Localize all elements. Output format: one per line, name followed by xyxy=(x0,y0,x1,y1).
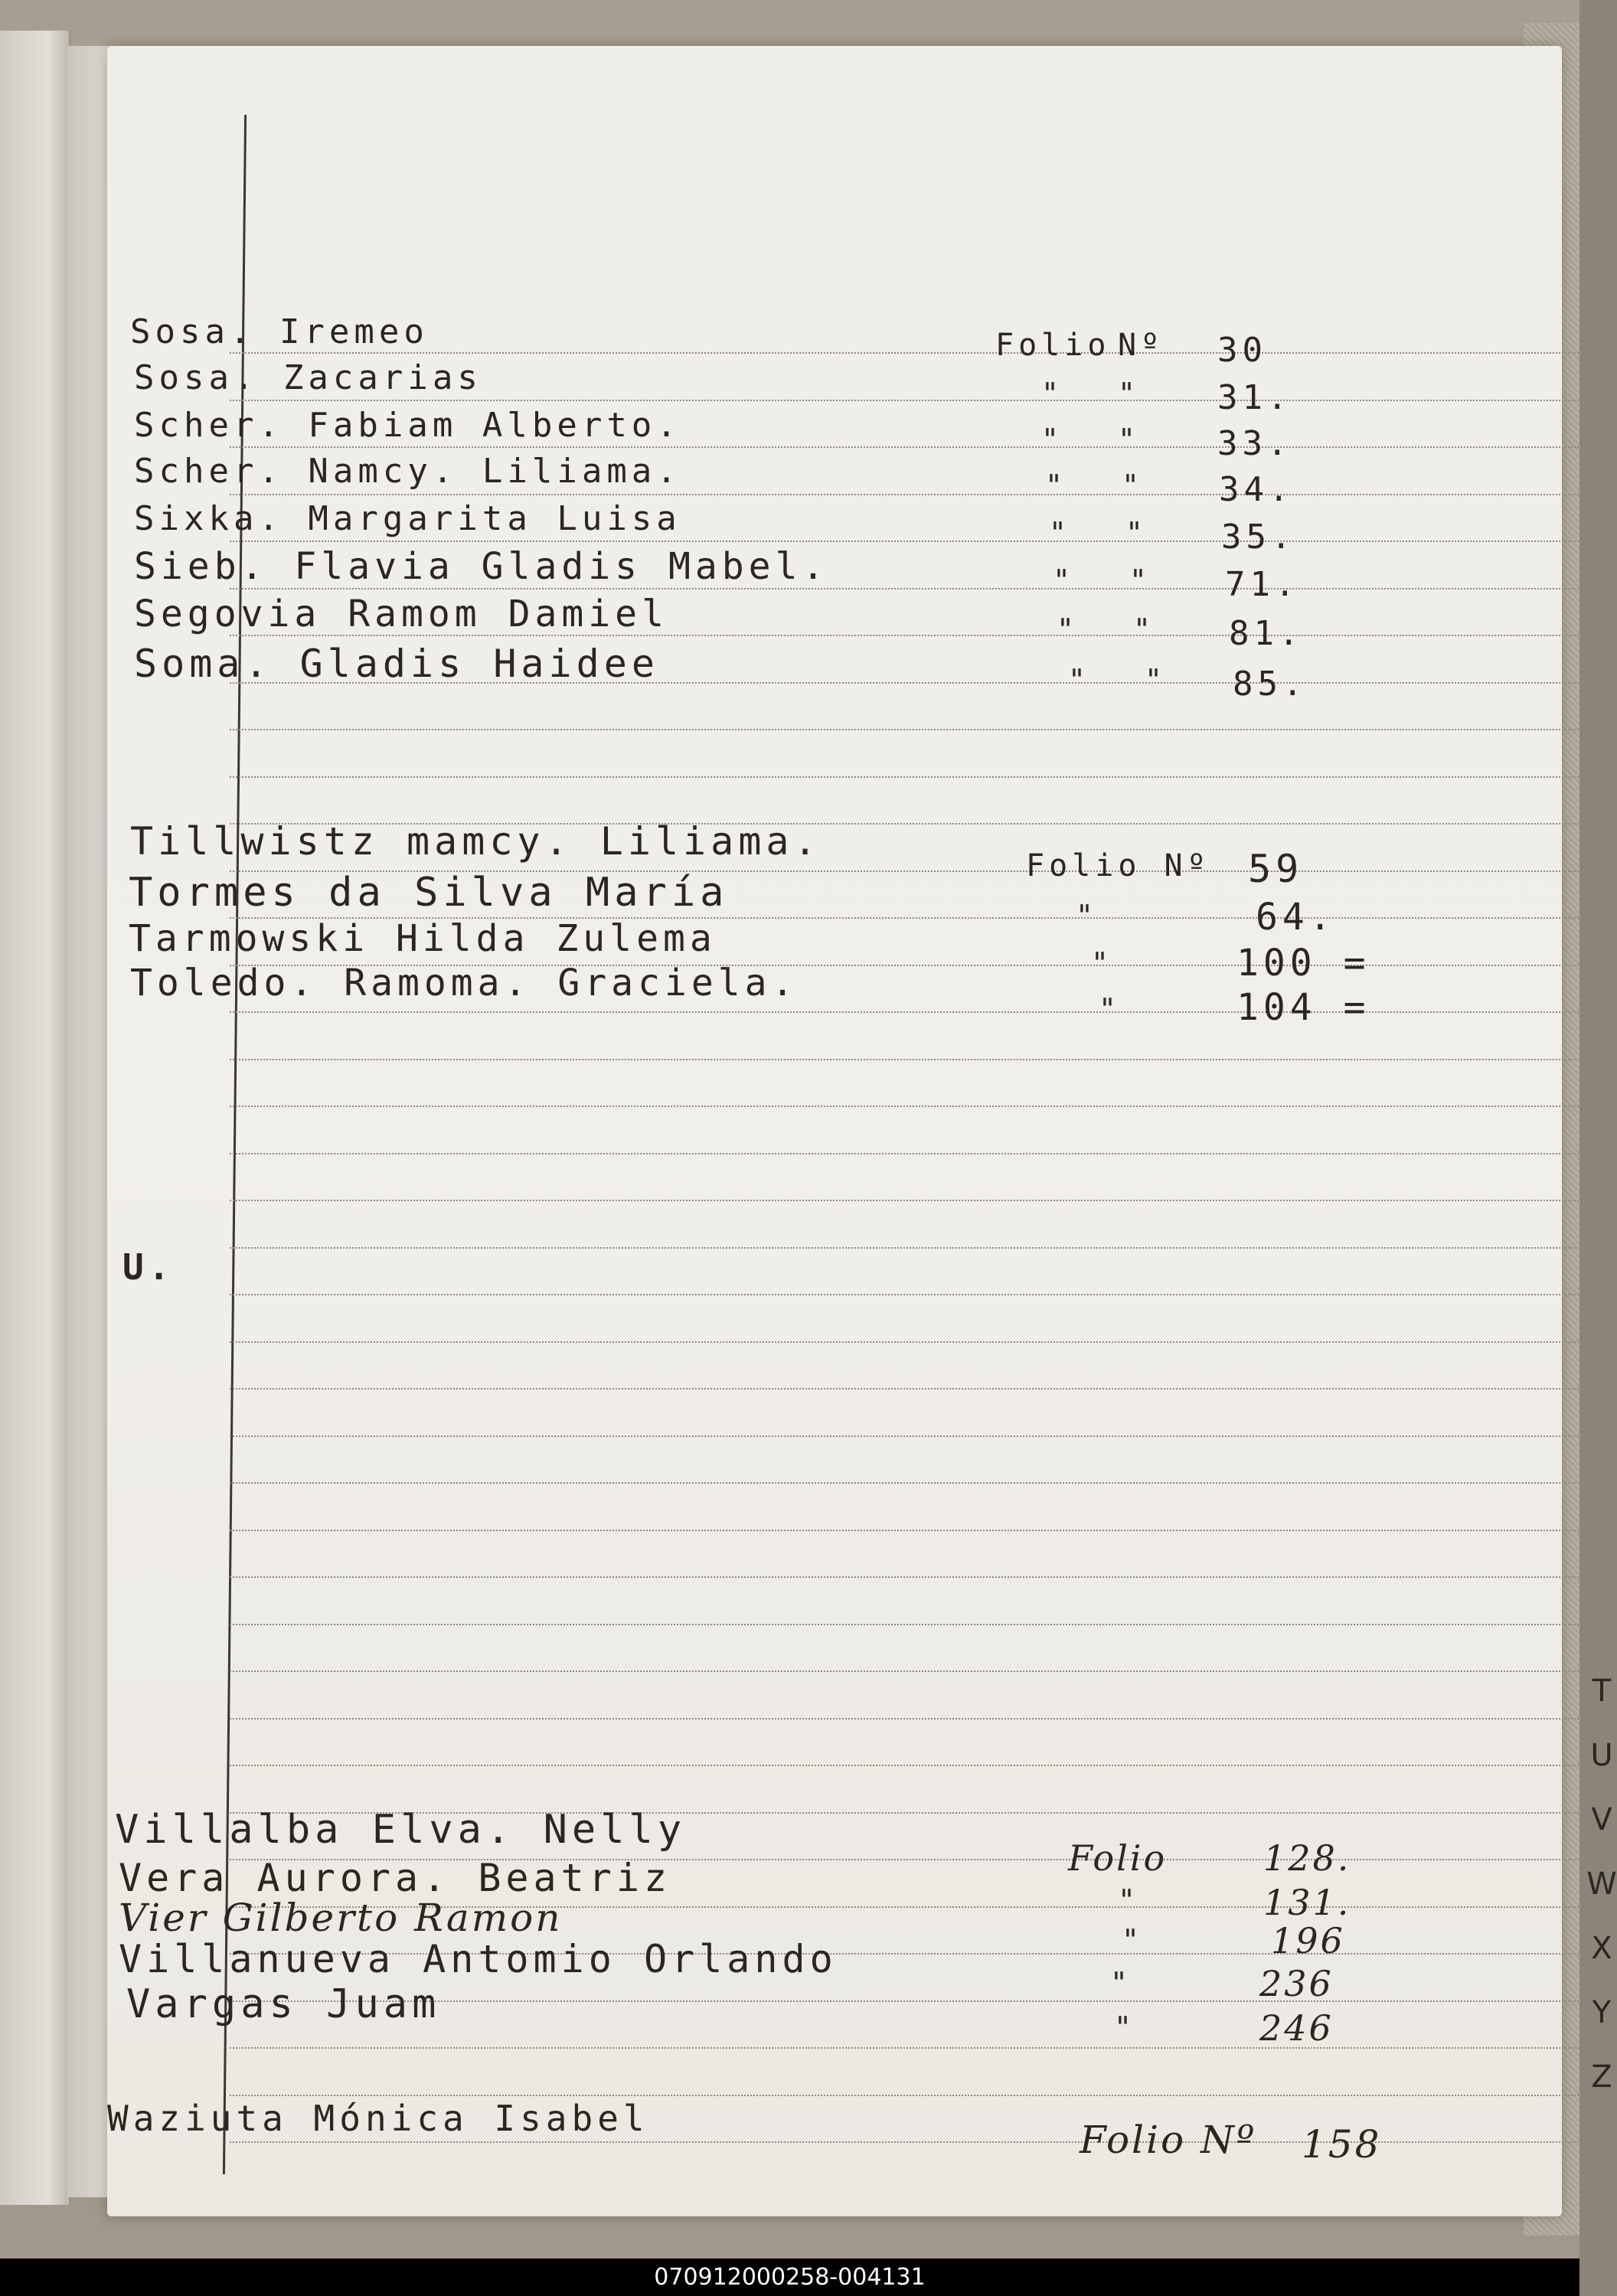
ruled-line xyxy=(230,1624,1600,1625)
entry-folio-number: 100 = xyxy=(1236,942,1370,985)
ruled-line xyxy=(230,1388,1600,1390)
entry-name: Scher. Namcy. Liliama. xyxy=(134,452,681,491)
ruled-line xyxy=(230,1765,1600,1766)
ruled-line xyxy=(230,2095,1600,2096)
entry-folio-mark: " xyxy=(1133,612,1155,646)
entry-folio-number: 30 xyxy=(1217,331,1267,370)
entry-folio-mark: " xyxy=(1041,423,1063,456)
entry-folio-mark: " xyxy=(1076,899,1098,932)
entry-name: Toledo. Ramoma. Graciela. xyxy=(130,962,799,1004)
entry-folio-number: 104 = xyxy=(1236,986,1370,1029)
ruled-line xyxy=(230,1294,1600,1295)
ruled-line xyxy=(230,1435,1600,1437)
entry-folio-number: 34. xyxy=(1219,470,1294,509)
ruled-line xyxy=(230,1718,1600,1720)
ruled-line xyxy=(230,1059,1600,1060)
entry-name: Sixka. Margarita Luisa xyxy=(134,499,681,538)
entry-name: Vier Gilberto Ramon xyxy=(119,1896,563,1940)
index-tab-x[interactable]: X xyxy=(1591,1931,1612,1966)
ruled-line xyxy=(230,1482,1600,1484)
entry-name: Waziuta Mónica Isabel xyxy=(107,2098,649,2139)
entry-folio-mark: " xyxy=(1118,377,1140,410)
entry-folio-mark: " xyxy=(1122,1923,1144,1957)
ruled-line xyxy=(230,2141,1600,2143)
entry-folio-mark: " xyxy=(1099,992,1121,1026)
entry-folio-number: 35. xyxy=(1221,518,1296,557)
entry-folio-mark: " xyxy=(1122,469,1144,502)
index-tab-v[interactable]: V xyxy=(1591,1802,1612,1837)
ruled-line xyxy=(230,1530,1600,1531)
ruled-line xyxy=(230,541,1600,542)
entry-name: Soma. Gladis Haidee xyxy=(134,642,659,686)
ruled-line xyxy=(230,1011,1600,1013)
ruled-line xyxy=(230,400,1600,401)
entry-folio-number: 128. xyxy=(1263,1837,1351,1879)
ruled-line xyxy=(230,1576,1600,1578)
ruled-line xyxy=(230,1247,1600,1249)
entry-folio-number: 131. xyxy=(1263,1882,1351,1923)
entry-folio-mark: " xyxy=(1145,663,1167,697)
entry-name: Sosa. Iremeo xyxy=(130,312,429,351)
entry-name: Scher. Fabiam Alberto. xyxy=(134,406,681,445)
entry-folio-mark: " xyxy=(1118,423,1140,456)
entry-folio-number: 246 xyxy=(1259,2007,1334,2049)
index-tab-u[interactable]: U xyxy=(1590,1738,1613,1773)
notebook-spine xyxy=(67,46,113,2197)
entry-name: Vargas Juam xyxy=(126,1981,441,2027)
entry-name: Sieb. Flavia Gladis Mabel. xyxy=(134,545,829,588)
index-tab-t[interactable]: T xyxy=(1592,1674,1612,1709)
ledger-page xyxy=(107,46,1617,2216)
ruled-line xyxy=(230,588,1600,590)
entry-folio-mark: " xyxy=(1045,469,1067,502)
entry-folio-number: 31. xyxy=(1217,378,1292,417)
entry-folio-number: 236 xyxy=(1259,1963,1334,2004)
entry-folio-number: 158 xyxy=(1302,2122,1382,2167)
section-letter: U. xyxy=(122,1246,175,1288)
entry-name: Tarmowski Hilda Zulema xyxy=(129,917,717,960)
ruled-line xyxy=(230,1106,1600,1107)
ruled-line xyxy=(230,1341,1600,1343)
entry-folio-mark: " xyxy=(1091,946,1113,980)
ruled-line xyxy=(230,446,1600,448)
ruled-line xyxy=(230,352,1600,354)
entry-folio-mark: " xyxy=(1125,516,1148,550)
entry-folio-number: 85. xyxy=(1233,665,1308,704)
entry-folio-number: 33. xyxy=(1217,424,1292,463)
ruled-line xyxy=(230,1153,1600,1155)
entry-folio-mark: Folio xyxy=(995,328,1111,363)
document-id: 070912000258-004131 xyxy=(654,2264,926,2291)
entry-folio-mark: " xyxy=(1118,1883,1140,1917)
entry-folio-mark: " xyxy=(1129,563,1152,597)
entry-folio-mark: Folio Nº xyxy=(1080,2118,1257,2162)
ruled-line xyxy=(230,1671,1600,1672)
index-tab-z[interactable]: Z xyxy=(1591,2059,1612,2095)
left-facing-page xyxy=(0,31,71,2205)
entry-folio-mark: " xyxy=(1049,516,1071,550)
ruled-line xyxy=(230,1200,1600,1201)
ruled-line xyxy=(230,494,1600,495)
entry-folio-mark: " xyxy=(1068,663,1090,697)
entry-name: Sosa. Zacarias xyxy=(134,358,482,397)
entry-name: Villalba Elva. Nelly xyxy=(115,1807,687,1853)
entry-folio-mark: " xyxy=(1110,1966,1132,2000)
entry-folio-mark: " xyxy=(1114,2010,1136,2044)
entry-name: Segovia Ramom Damiel xyxy=(134,593,668,635)
entry-folio-mark: " xyxy=(1053,563,1075,597)
ruled-line xyxy=(230,729,1600,730)
index-tab-w[interactable]: W xyxy=(1586,1867,1617,1902)
entry-folio-number: 71. xyxy=(1225,565,1300,604)
entry-folio-mark: Folio xyxy=(1068,1837,1168,1879)
footer-id-bar xyxy=(0,2258,1579,2296)
entry-folio-number: 81. xyxy=(1229,614,1304,653)
entry-folio-mark: " xyxy=(1041,377,1063,410)
entry-folio-number: 64. xyxy=(1256,896,1336,939)
entry-folio-number: 196 xyxy=(1271,1920,1345,1961)
ruled-line xyxy=(230,776,1600,778)
entry-folio-mark: Nº xyxy=(1118,328,1165,363)
entry-folio-mark: " xyxy=(1057,612,1079,646)
entry-name: Tillwistz mamcy. Liliama. xyxy=(130,819,822,864)
entry-name: Vera Aurora. Beatriz xyxy=(119,1856,672,1900)
index-tab-y[interactable]: Y xyxy=(1592,1995,1612,2030)
entry-folio-number: 59 xyxy=(1248,847,1304,891)
entry-name: Tormes da Silva María xyxy=(129,870,729,916)
entry-folio-mark: Folio Nº xyxy=(1026,848,1210,883)
entry-name: Villanueva Antomio Orlando xyxy=(119,1937,838,1981)
ruled-line xyxy=(230,2047,1600,2049)
